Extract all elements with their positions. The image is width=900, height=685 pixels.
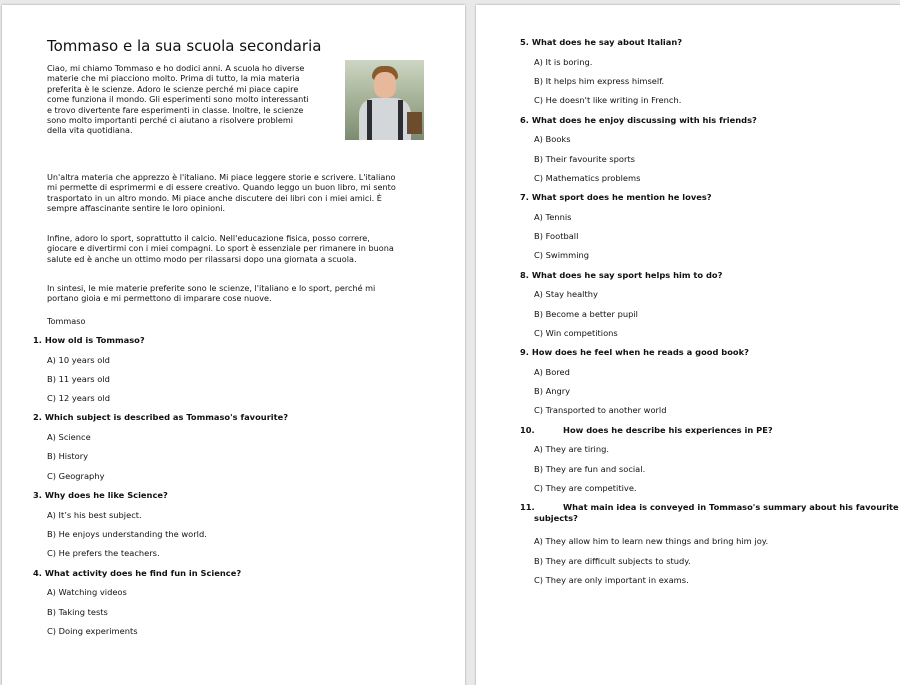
option-4c: C) Doing experiments: [47, 626, 138, 636]
student-photo: [345, 60, 424, 140]
option-11a: A) They allow him to learn new things and bring him joy.: [534, 536, 769, 546]
signature: Tommaso: [47, 316, 86, 326]
question-10: 10. How does he describe his experiences in PE?: [520, 425, 773, 435]
option-1a: A) 10 years old: [47, 355, 110, 365]
option-3c: C) He prefers the teachers.: [47, 548, 160, 558]
option-2c: C) Geography: [47, 471, 105, 481]
option-4a: A) Watching videos: [47, 587, 127, 597]
option-7c: C) Swimming: [534, 250, 590, 260]
option-7a: A) Tennis: [534, 212, 572, 222]
option-11c: C) They are only important in exams.: [534, 575, 689, 585]
option-2b: B) History: [47, 451, 89, 461]
page-right: [476, 5, 900, 685]
option-9a: A) Bored: [534, 367, 570, 377]
option-8b: B) Become a better pupil: [534, 309, 638, 319]
option-11b: B) They are difficult subjects to study.: [534, 556, 691, 566]
option-8a: A) Stay healthy: [534, 289, 598, 299]
summary-paragraph: In sintesi, le mie materie preferite sono le scienze, l'italiano e lo sport, perché mi portano gioia e mi permettono di imparare cose nuove.: [47, 283, 376, 304]
option-1b: B) 11 years old: [47, 374, 110, 384]
question-1: 1. How old is Tommaso?: [33, 335, 145, 345]
option-10a: A) They are tiring.: [534, 444, 610, 454]
option-8c: C) Win competitions: [534, 328, 618, 338]
option-9c: C) Transported to another world: [534, 405, 667, 415]
option-10b: B) They are fun and social.: [534, 464, 646, 474]
question-2: 2. Which subject is described as Tommaso's favourite?: [33, 412, 289, 422]
question-6: 6. What does he enjoy discussing with his friends?: [520, 115, 757, 125]
question-4: 4. What activity does he find fun in Science?: [33, 568, 242, 578]
question-9: 9. How does he feel when he reads a good book?: [520, 347, 749, 357]
question-11: 11. What main idea is conveyed in Tommaso's summary about his favourite: [520, 502, 899, 512]
option-7b: B) Football: [534, 231, 579, 241]
option-10c: C) They are competitive.: [534, 483, 637, 493]
question-5: 5. What does he say about Italian?: [520, 37, 683, 47]
option-4b: B) Taking tests: [47, 607, 108, 617]
option-6a: A) Books: [534, 134, 571, 144]
question-11-continued: subjects?: [534, 513, 578, 523]
option-2a: A) Science: [47, 432, 91, 442]
question-3: 3. Why does he like Science?: [33, 490, 168, 500]
option-5c: C) He doesn't like writing in French.: [534, 95, 682, 105]
question-8: 8. What does he say sport helps him to do?: [520, 270, 723, 280]
sport-paragraph: Infine, adoro lo sport, soprattutto il calcio. Nell'educazione fisica, posso correre, giocare e divertirmi con i miei compagni. Lo sport è essenziale per rimanere in buona salute ed è anche un ottimo modo per rilassarsi dopo una giornata a scuola.: [47, 233, 394, 264]
document-title: Tommaso e la sua scuola secondaria: [47, 37, 322, 55]
italian-paragraph: Un'altra materia che apprezzo è l'italiano. Mi piace leggere storie e scrivere. L'italiano mi permette di esprimermi e di essere creativo. Quando leggo un buon libro, mi sento trasportato in un altro mondo. Mi piace anche discutere dei libri con i miei amici. È sempre affascinante sentire le loro opinioni.: [47, 172, 396, 214]
option-9b: B) Angry: [534, 386, 571, 396]
option-5b: B) It helps him express himself.: [534, 76, 665, 86]
option-5a: A) It is boring.: [534, 57, 593, 67]
option-6c: C) Mathematics problems: [534, 173, 641, 183]
intro-paragraph: Ciao, mi chiamo Tommaso e ho dodici anni. A scuola ho diverse materie che mi piacciono molto. Prima di tutto, la mia materia preferita è le scienze. Adoro le scienze perché mi piace capire come funziona il mondo. Gli esperimenti sono molto interessanti e trovo divertente fare esperimenti in classe. Inoltre, le scienze sono molto importanti perché ci aiutano a risolvere problemi della vita quotidiana.: [47, 63, 309, 136]
option-3a: A) It’s his best subject.: [47, 510, 142, 520]
option-6b: B) Their favourite sports: [534, 154, 635, 164]
option-1c: C) 12 years old: [47, 393, 110, 403]
question-7: 7. What sport does he mention he loves?: [520, 192, 712, 202]
option-3b: B) He enjoys understanding the world.: [47, 529, 207, 539]
page-left: [2, 5, 465, 685]
